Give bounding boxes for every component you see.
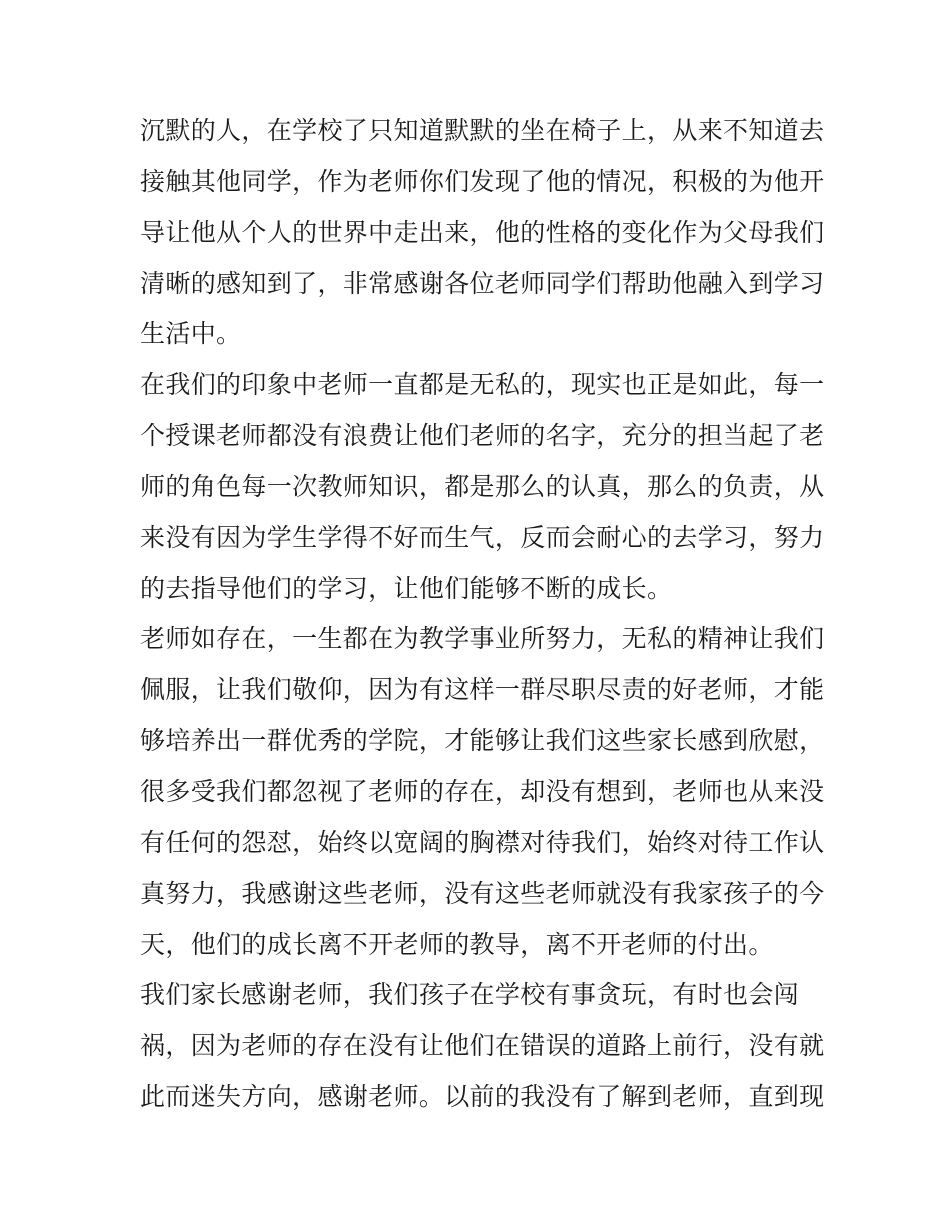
- text-line: 沉默的人，在学校了只知道默默的坐在椅子上，从来不知道去: [140, 116, 825, 145]
- text-line: 导让他从个人的世界中走出来，他的性格的变化作为父母我们: [140, 217, 825, 247]
- paragraph-1: [140, 106, 825, 360]
- text-line: 生活中。: [140, 319, 242, 349]
- text-line: 清晰的感知到了，非常感谢各位老师同学们帮助他融入到学习: [140, 268, 825, 298]
- text-line: 老师如存在，一生都在为教学事业所努力，无私的精神让我们: [140, 624, 825, 654]
- text-line: 祸，因为老师的存在没有让他们在错误的道路上前行，没有就: [140, 1031, 825, 1061]
- text-line: 够培养出一群优秀的学院，才能够让我们这些家长感到欣慰，: [140, 726, 825, 756]
- text-line: 佩服，让我们敬仰，因为有这样一群尽职尽责的好老师，才能: [140, 675, 825, 705]
- text-line: 有任何的怨怼，始终以宽阔的胸襟对待我们，始终对待工作认: [140, 827, 825, 857]
- paragraph-3: [140, 614, 825, 970]
- text-line: 在我们的印象中老师一直都是无私的，现实也正是如此，每一: [140, 370, 825, 400]
- text-line: 来没有因为学生学得不好而生气，反而会耐心的去学习，努力: [140, 522, 825, 552]
- paragraph-2: [140, 360, 825, 614]
- text-line: 我们家长感谢老师，我们孩子在学校有事贪玩，有时也会闯: [140, 980, 800, 1010]
- text-line: 此而迷失方向，感谢老师。以前的我没有了解到老师，直到现: [140, 1082, 825, 1112]
- text-line: 真努力，我感谢这些老师，没有这些老师就没有我家孩子的今: [140, 878, 825, 908]
- text-line: 很多受我们都忽视了老师的存在，却没有想到，老师也从来没: [140, 776, 825, 806]
- text-line: 接触其他同学，作为老师你们发现了他的情况，积极的为他开: [140, 166, 825, 196]
- text-line: 师的角色每一次教师知识，都是那么的认真，那么的负责，从: [140, 471, 825, 501]
- text-line: 个授课老师都没有浪费让他们老师的名字，充分的担当起了老: [140, 421, 825, 451]
- text-line: 的去指导他们的学习，让他们能够不断的成长。: [140, 573, 673, 603]
- text-line: 天，他们的成长离不开老师的教导，离不开老师的付出。: [140, 929, 774, 959]
- document-body: [140, 106, 825, 1123]
- paragraph-4: [140, 970, 825, 1123]
